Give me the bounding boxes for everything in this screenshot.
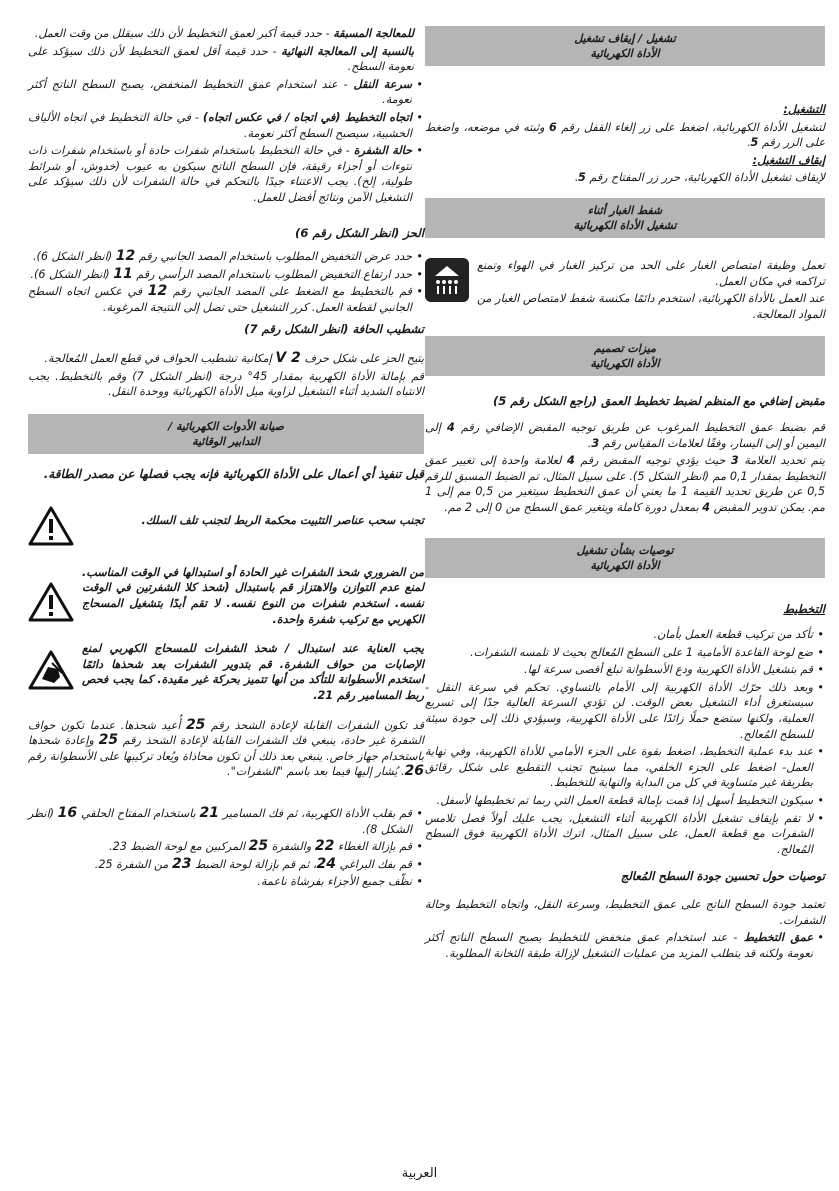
list-item: • قم بالتخطيط مع الضغط على المصد الجانبي رقم 12 في عكس اتجاه السطح الجانبي لقطعة العمل. كرر التشغيل حتى تصل إلى النتيجة المرغوبة.	[28, 284, 412, 315]
section-header-operation: توصيات بشأن تشغيل الأداة الكهربائية	[425, 538, 825, 578]
pre-processing: للمعالجة المسبقة - حدد قيمة أكبر لعمق التخطيط لأن ذلك سيقلل من وقت العمل.	[34, 27, 414, 40]
left-column	[28, 26, 424, 892]
section-header-switch: تشغيل / إيقاف تشغيل الأداة الكهربائية	[425, 26, 825, 66]
planing-title: التخطيط	[783, 601, 825, 616]
chamfer-text-2: قم بإمالة الأداة الكهربية بمقدار 45° درجة (انظر الشكل 7) وقم بالتخطيط. يجب الانتباه الشديد أثناء التشغيل لزاوية ميل الأداة الكهربائية ووحدة النقل.	[28, 369, 425, 399]
list-item: • قم بفك البراغي 24، ثم قم بإزالة لوحة الضبط 23 من الشفرة 25.	[28, 857, 412, 873]
list-item: • حالة الشفرة - في حالة التخطيط باستخدام شفرات حادة أو باستخدام شفرات ذات نتوءات أو أجزاء رقيقة، فإن السطح الناتج سيكون به عيوب (خدوش، أو شرائط طولية، إلخ). يجب الاعتناء جيدًا بالتحكم في حالة الشفرات لأن ذلك سيؤكد على التشغيل الآمن ونتائج أفضل للعمل.	[28, 143, 412, 205]
quality-list	[425, 930, 825, 961]
dust-text-1: تعمل وظيفة امتصاص الغبار على الحد من تركيز الغبار في الهواء وتمنع تراكمه في مكان العمل.	[477, 258, 825, 288]
off-text: لإيقاف تشغيل الأداة الكهربائية، حرر زر المفتاح رقم 5.	[574, 171, 825, 185]
on-text: لتشغيل الأداة الكهربائية، اضغط على زر إلغاء القفل رقم 6 وثبته في موضعه، واضغط على الزر رقم 5.	[425, 120, 826, 150]
quality-text: تعتمد جودة السطح الناتج على عمق التخطيط، وسرعة النقل، واتجاه التخطيط وحالة الشفرات.	[425, 898, 825, 927]
warning-blades: من الضروري شحذ الشفرات غير الحادة أو استبدالها في الوقت المناسب. لمنع عدم التوازن والاهتزاز قم باستبدال (شحذ كلا الشفرتين في الوقت نفسه. استخدم شفرات من النوع نفسه. لا تقم أبدًا بتشغيل المسحاج الكهربي مع تركيب شفرة واحدة.	[28, 565, 424, 627]
knob-text-2: يتم تحديد العلامة 3 حيث يؤدي توجيه المقبض رقم 4 لعلامة واحدة إلى تغيير عمق التخطيط بمقدار 0,1 مم (انظر الشكل 5). على سبيل المثال، تم الضبط المسبق للرقم 0,5 عن طريق تحديد القيمة 1 ما يعني أن عمق التخطيط سيتغير من 0,5 مم إلى 1 مم. يمكن تدوير المقبض 4 بمعدل دورة كاملة ويتغير عمق السطح من 0 إلى 2 مم.	[425, 454, 825, 514]
maintenance-warning: قبل تنفيذ أي أعمال على الأداة الكهربائية فإنه يجب فصلها عن مصدر الطاقة.	[43, 466, 424, 481]
list-item: • لا تقم بإيقاف تشغيل الأداة الكهربية أثناء التشغيل، يجب عليك أولاً فصل تلامس الشفرات مع قطعة العمل، على سبيل المثال، اترك الأداة الكهربية فوق السطح المُعالج.	[425, 811, 813, 858]
list-item: • حدد ارتفاع التخفيض المطلوب باستخدام المصد الرأسي رقم 11 (انظر الشكل 6).	[28, 267, 412, 283]
blade-steps-list	[28, 806, 424, 890]
section-header-dust: شفط الغبار أثناء تشغيل الأداة الكهربائية	[425, 198, 825, 238]
list-item: • وبعد ذلك حرّك الأداة الكهربية إلى الأمام بالتساوي. تحكم في سرعة النقل - سيستغرق أداء التشغيل بعض الوقت. لن تؤدي السرعة العالية جدًا إلى تسريع العملية، ولكنها ستضع حملًا زائدًا على الأداة الكهربية، وسيؤدي ذلك إلى جودة سيئة للسطح المُعالج.	[425, 680, 813, 742]
dust-extraction-block	[425, 258, 825, 324]
quality-title: توصيات حول تحسين جودة السطح المُعالج	[620, 869, 825, 884]
section-header-maintenance: صيانة الأدوات الكهربائية / التدابير الوقائية	[28, 414, 424, 454]
list-item: • اتجاه التخطيط (في اتجاه / في عكس اتجاه) - في حالة التخطيط في اتجاه الألياف الخشبية، سيصبح السطح أكثر نعومة.	[28, 110, 412, 141]
list-item: • عمق التخطيط - عند استخدام عمق منخفض للتخطيط يصبح السطح الناتج أكثر نعومة ولكنه قد يتطلب المزيد من عمليات التشغيل لإزالة طبقة الثخانة المطلوبة.	[425, 930, 813, 961]
on-title: التشغيل:	[783, 103, 825, 116]
warning-hand-cut: يجب العناية عند استبدال / شحذ الشفرات للمسحاج الكهربي لمنع الإصابات من حواف الشفرة. قم بتدوير الشفرات بعد شحذها دائمًا استخدم الأسطوانة للتأكد من أنها تتميز بحركة غير مقيدة. كما يجب فحص ربط المسامير رقم 21.	[28, 641, 424, 703]
edge-list	[28, 249, 424, 315]
section-header-design: ميزات تصميم الأداة الكهربائية	[425, 336, 825, 376]
list-item: • سرعة النقل - عند استخدام عمق التخطيط المنخفض، يصبح السطح الناتج أكثر نعومة.	[28, 77, 412, 108]
list-item: • قم بتشغيل الأداة الكهربية ودع الأسطوانة تبلغ أقصى سرعة لها.	[425, 662, 813, 678]
list-item: • عند بدء عملية التخطيط، اضغط بقوة على الجزء الأمامي للأداة الكهربية، وفي نهاية العمل- اضغط على الجزء الخلفي، مما سيتيح تجنب التقطيع على شكل رقائق بطريقة غير متساوية في كل من البداية والنهاية للتخطيط.	[425, 744, 813, 791]
list-item: • قم بإزالة الغطاء 22 والشفرة 25 المركبين مع لوحة الضبط 23.	[28, 839, 412, 855]
list-item: • قم بقلب الأداة الكهربية، ثم فك المسامير 21 باستخدام المفتاح الحلقي 16 (انظر الشكل 8).	[28, 806, 412, 837]
list-item: • ضع لوحة القاعدة الأمامية 1 على السطح المُعالج بحيث لا تلمسه الشفرات.	[425, 645, 813, 661]
chamfer-title: تشطيب الحافة (انظر الشكل رقم 7)	[244, 321, 424, 336]
list-item: • نظّف جميع الأجزاء بفرشاة ناعمة.	[28, 874, 412, 890]
planing-list	[425, 627, 825, 857]
dust-text-2: عند العمل بالأداة الكهربائية، استخدم دائمًا مكنسة شفط لامتصاص الغبار من المواد المعالجة.	[477, 292, 825, 321]
final-processing: بالنسبة إلى المعالجة النهائية - حدد قيمة أقل لعمق التخطيط لأن ذلك سيؤكد على نعومة السطح.	[28, 44, 414, 74]
edge-title: الحز (انظر الشكل رقم 6)	[295, 225, 424, 240]
sharpen-text: قد تكون الشفرات القابلة لإعادة الشحذ رقم 25 أُعيد شحذها. عندما تكون حواف الشفرة غير حادة، ينبغي فك الشفرات القابلة لإعادة الشحذ رقم 25 وإعادة شحذها باستخدام جهاز خاص. ينبغي بعد ذلك أن تكون محاذاة ويُعاد تركيبها على الأسطوانة رقم 26. يُشار إليها فيما بعد باسم "الشفرات".	[28, 716, 425, 780]
page-footer-language: العربية	[401, 1166, 438, 1181]
quality-factors-list	[28, 77, 424, 206]
list-item: • تأكد من تركيب قطعة العمل بأمان.	[425, 627, 813, 643]
off-title: إيقاف التشغيل:	[752, 153, 825, 167]
list-item: • حدد عرض التخفيض المطلوب باستخدام المصد الجانبي رقم 12 (انظر الشكل 6).	[28, 249, 412, 265]
right-column	[425, 26, 825, 963]
list-item: • سيكون التخطيط أسهل إذا قمت بإمالة قطعة العمل التي ربما تم تخطيطها لأسفل.	[425, 793, 813, 809]
warning-triangle-icon	[28, 581, 74, 623]
warning-triangle-icon	[28, 505, 74, 547]
chamfer-text-1: يتيح الحز على شكل حرف 2 V إمكانية تشطيب الحواف في قطع العمل المُعالجة.	[44, 350, 424, 367]
dust-extraction-icon	[425, 258, 469, 302]
knob-title: مقبض إضافي مع المنظم لضبط تخطيط العمق (راجع الشكل رقم 5)	[492, 394, 825, 409]
hand-cut-warning-icon	[28, 649, 74, 691]
warning-cable: تجنب سحب عناصر التثبيت محكمة الربط لتجنب تلف السلك.	[28, 505, 424, 547]
knob-text-1: قم بضبط عمق التخطيط المرغوب عن طريق توجيه المقبض الإضافي رقم 4 إلى اليمين أو إلى اليسار، وفقًا لعلامات المقياس رقم 3.	[425, 420, 825, 450]
